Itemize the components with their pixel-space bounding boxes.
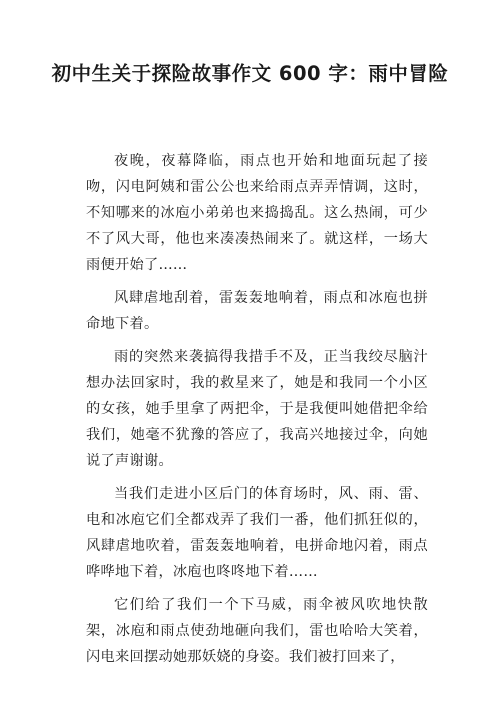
paragraph: 当我们走进小区后门的体育场时，风、雨、雷、电和冰庖它们全都戏弄了我们一番，他们抓狂似的，风肆虐地吹着，雷轰轰地响着，电拼命地闪着，雨点哗哗地下着，冰庖也咚咚地下着…… — [86, 486, 428, 580]
document-title: 初中生关于探险故事作文 600 字：雨中冒险 — [51, 62, 449, 85]
document-body — [86, 148, 428, 677]
paragraph: 雨的突然来袭搞得我措手不及，正当我绞尽脑汁想办法回家时，我的救星来了，她是和我同一个小区的女孩，她手里拿了两把伞，于是我便叫她借把伞给我们，她毫不犹豫的答应了，我高兴地接过伞，向她说了声谢谢。 — [86, 349, 428, 469]
paragraph: 夜晚，夜幕降临，雨点也开始和地面玩起了接吻，闪电阿姨和雷公公也来给雨点弄弄情调，这时，不知哪来的冰庖小弟弟也来捣捣乱。这么热闹，可少不了风大哥，他也来凑凑热闹来了。就这样，一场大雨便开始了…… — [86, 153, 428, 273]
paragraph: 风肆虐地刮着，雷轰轰地响着，雨点和冰庖也拼命地下着。 — [86, 290, 428, 332]
paragraph: 它们给了我们一个下马威，雨伞被风吹地快散架，冰庖和雨点使劲地砸向我们，雷也哈哈大笑着，闪电来回摆动她那妖娆的身姿。我们被打回来了， — [86, 597, 428, 665]
